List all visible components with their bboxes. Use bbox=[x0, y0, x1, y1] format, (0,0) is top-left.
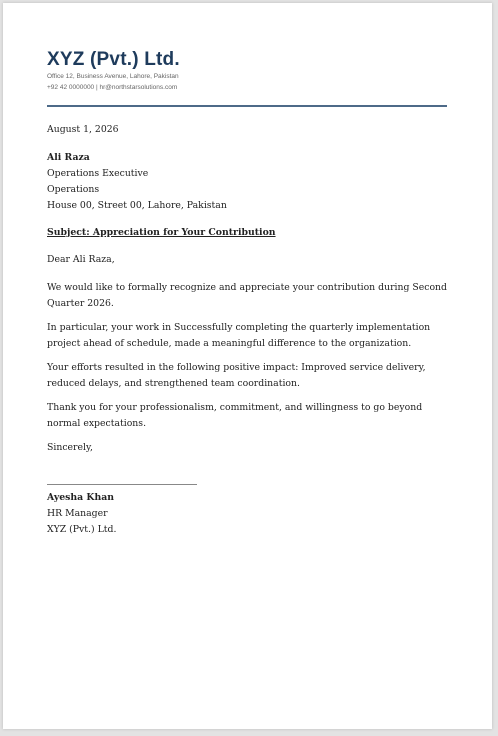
recipient-title: Operations Executive bbox=[47, 168, 149, 179]
company-address: Office 12, Business Avenue, Lahore, Pakistan bbox=[47, 73, 179, 80]
company-name: XYZ (Pvt.) Ltd. bbox=[47, 49, 180, 70]
salutation: Dear Ali Raza, bbox=[47, 254, 115, 265]
recipient-address: House 00, Street 00, Lahore, Pakistan bbox=[47, 200, 227, 211]
letter-subject: Subject: Appreciation for Your Contribution bbox=[47, 227, 276, 238]
letterhead-divider bbox=[47, 105, 447, 107]
signatory-company: XYZ (Pvt.) Ltd. bbox=[47, 524, 117, 535]
recipient-department: Operations bbox=[47, 184, 100, 195]
closing: Sincerely, bbox=[47, 442, 93, 453]
body-paragraph: In particular, your work in Successfully completing the quarterly implementation project ahead of schedule, made a meaningful difference to the organization. bbox=[47, 322, 431, 349]
body-paragraph: We would like to formally recognize and appreciate your contribution during Second Quarter 2026. bbox=[47, 282, 447, 309]
company-contact: +92 42 0000000 | hr@northstarsolutions.com bbox=[47, 84, 178, 91]
body-paragraph: Your efforts resulted in the following positive impact: Improved service delivery, reduced delays, and strengthened team coordination. bbox=[47, 362, 426, 389]
letter-page bbox=[3, 3, 492, 729]
signatory-title: HR Manager bbox=[47, 508, 108, 519]
letter-date: August 1, 2026 bbox=[47, 124, 119, 135]
signatory-name: Ayesha Khan bbox=[47, 492, 115, 503]
recipient-name: Ali Raza bbox=[47, 152, 90, 163]
signature-line bbox=[47, 484, 197, 485]
body-paragraph: Thank you for your professionalism, commitment, and willingness to go beyond normal expectations. bbox=[47, 402, 423, 429]
